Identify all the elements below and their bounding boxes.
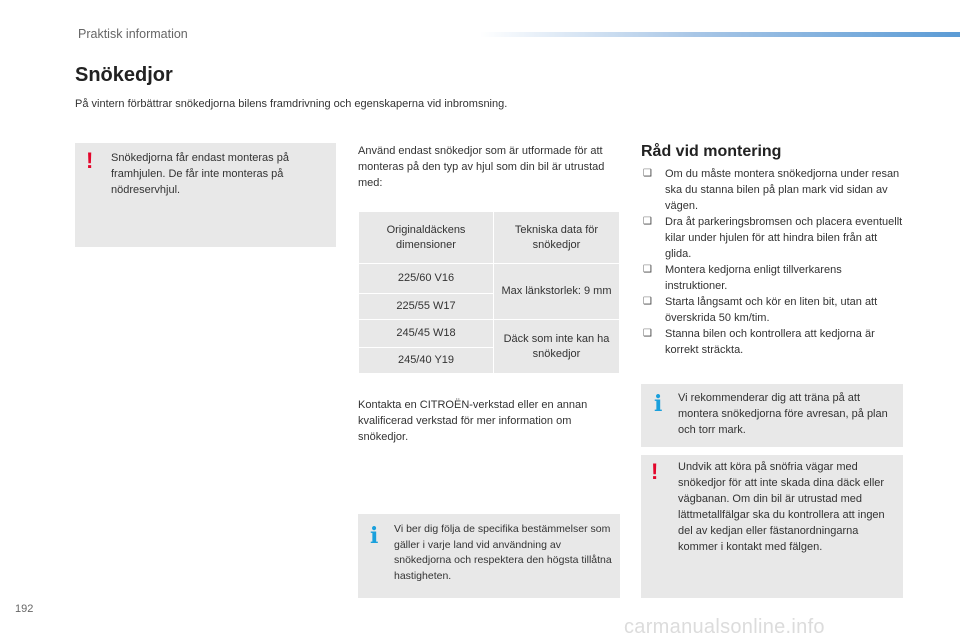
advice-steps <box>641 166 903 358</box>
table-cell-spec: Max länkstorlek: 9 mm <box>494 264 620 320</box>
step-text: Starta långsamt och kör en liten bit, utan att överskrida 50 km/tim. <box>665 296 878 324</box>
list-item <box>641 294 903 326</box>
check-box-bullet-icon: ❑ <box>643 296 652 307</box>
step-text: Dra åt parkeringsbromsen och placera eventuellt kilar under hjulen för att hindra bilen från att glida. <box>665 216 903 260</box>
table-cell-tyre: 225/60 V16 <box>359 264 494 294</box>
step-text: Stanna bilen och kontrollera att kedjorna är korrekt sträckta. <box>665 328 875 356</box>
table-cell-tyre: 245/45 W18 <box>359 320 494 348</box>
info-rules-text: Vi ber dig följa de specifika bestämmelser som gäller i varje land vid användning av snökedjorna och respektera den högsta tillåtna hastigheten. <box>394 523 612 582</box>
section-header: Praktisk information <box>78 27 188 41</box>
table-header-specs: Tekniska data för snökedjor <box>494 212 620 264</box>
check-box-bullet-icon: ❑ <box>643 168 652 179</box>
step-text: Montera kedjorna enligt tillverkarens instruktioner. <box>665 264 842 292</box>
page-title: Snökedjor <box>75 64 173 86</box>
info-box-practice <box>641 384 903 447</box>
list-item <box>641 166 903 214</box>
info-practice-text: Vi rekommenderar dig att träna på att montera snökedjorna före avresan, på plan och torr mark. <box>678 392 888 436</box>
check-box-bullet-icon: ❑ <box>643 328 652 339</box>
page-number: 192 <box>15 603 34 615</box>
exclamation-icon: ! <box>86 148 94 173</box>
warning-box-roads <box>641 455 903 598</box>
table-cell-tyre: 225/55 W17 <box>359 294 494 320</box>
table-header-tyres: Originaldäckens dimensioner <box>359 212 494 264</box>
chain-spec-table <box>358 211 620 374</box>
warning-roads-text: Undvik att köra på snöfria vägar med snökedjor för att inte skada dina däck eller vägbanan. Om din bil är utrustad med lättmetallfälgar ska du kontrollera att ingen del av kedjan eller fästanordningarna kommer i kontakt med fälgen. <box>678 461 885 553</box>
info-box-rules <box>358 514 620 598</box>
list-item <box>641 262 903 294</box>
usage-text: Använd endast snökedjor som är utformade för att monteras på den typ av hjul som din bil är utrustad med: <box>358 145 605 189</box>
intro-text: På vintern förbättrar snökedjorna bilens framdrivning och egenskaperna vid inbromsning. <box>75 98 508 110</box>
list-item <box>641 214 903 262</box>
check-box-bullet-icon: ❑ <box>643 264 652 275</box>
info-icon: i <box>654 391 663 417</box>
header-bar <box>480 32 960 37</box>
exclamation-icon: ! <box>651 459 659 484</box>
table-cell-spec: Däck som inte kan ha snökedjor <box>494 320 620 374</box>
table-cell-tyre: 245/40 Y19 <box>359 348 494 374</box>
contact-text: Kontakta en CITROËN-verkstad eller en annan kvalificerad verkstad för mer information om snökedjor. <box>358 399 588 443</box>
warning-front-text: Snökedjorna får endast monteras på framhjulen. De får inte monteras på nödreservhjul. <box>111 152 289 196</box>
step-text: Om du måste montera snökedjorna under resan ska du stanna bilen på plan mark vid sidan av vägen. <box>665 168 900 212</box>
list-item <box>641 326 903 358</box>
info-icon: i <box>370 523 379 549</box>
check-box-bullet-icon: ❑ <box>643 216 652 227</box>
watermark: carmanualsonline.info <box>624 616 825 638</box>
advice-title: Råd vid montering <box>641 143 782 160</box>
warning-box-front <box>75 143 336 247</box>
